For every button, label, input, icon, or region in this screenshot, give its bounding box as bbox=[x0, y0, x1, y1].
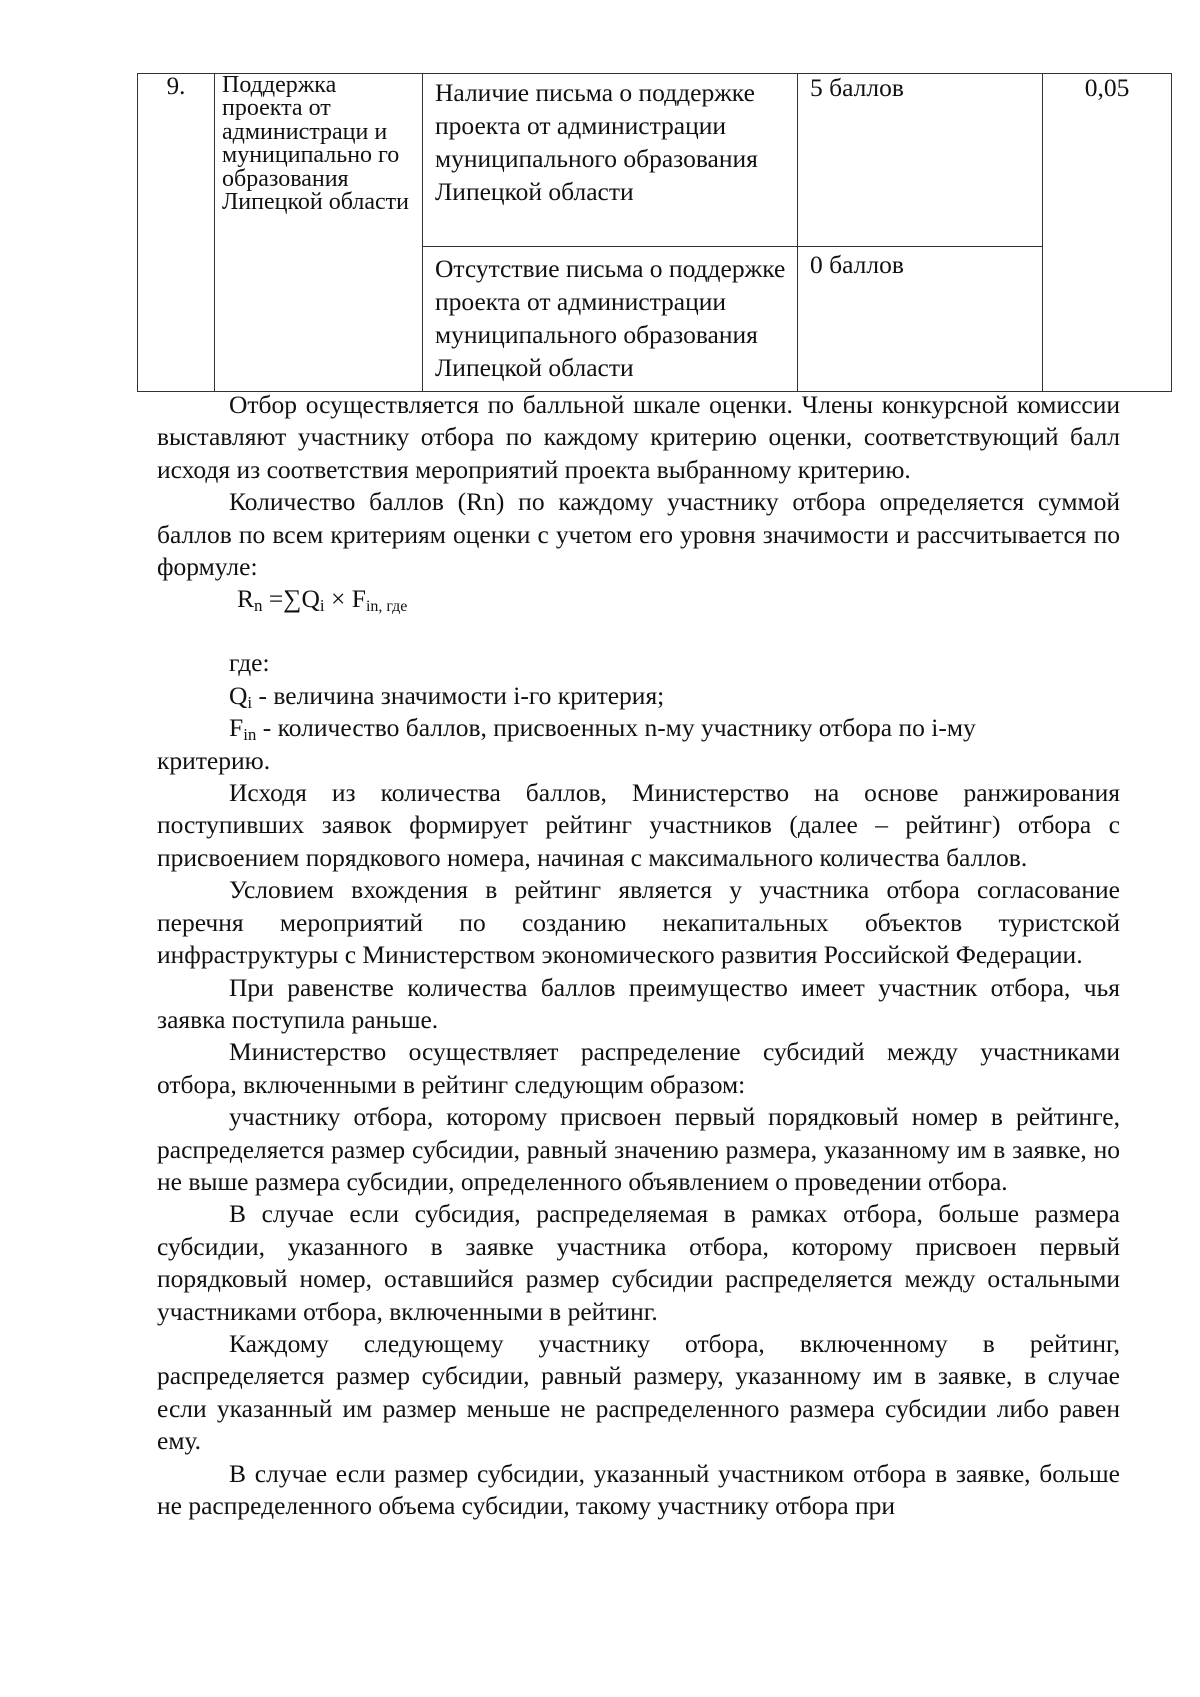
paragraph: Отбор осуществляется по балльной шкале оценки. Члены конкурсной комиссии выставляют участнику отбора по каждому критерию оценки, соответствующий балл исходя из соответствия мероприятий проекта выбранному критерию. bbox=[157, 390, 1120, 484]
weight-cell bbox=[1043, 74, 1172, 392]
formula-times: × F bbox=[324, 584, 366, 614]
option-score: 0 баллов bbox=[810, 250, 904, 279]
row-number: 9. bbox=[166, 73, 186, 100]
option-description-cell bbox=[423, 247, 798, 392]
option-score-cell bbox=[798, 74, 1043, 247]
option-description-cell bbox=[423, 74, 798, 247]
symbol-f-sub: in bbox=[243, 725, 257, 745]
table-row bbox=[138, 74, 1172, 247]
paragraph: Количество баллов (Rn) по каждому участнику отбора определяется суммой баллов по всем критериям оценки с учетом его уровня значимости и рассчитывается по формуле: bbox=[157, 487, 1120, 582]
formula-r: R bbox=[237, 584, 255, 614]
formula-r-sub: n bbox=[254, 596, 263, 616]
option-score: 5 баллов bbox=[810, 73, 904, 102]
definition-q bbox=[157, 680, 1120, 712]
criterion-weight: 0,05 bbox=[1084, 73, 1130, 102]
symbol-q: Q bbox=[229, 680, 248, 710]
definition-f bbox=[157, 712, 1120, 744]
definition-f-text: - количество баллов, присвоенных n-му участнику отбора по i-му bbox=[256, 713, 976, 743]
row-number-cell bbox=[138, 74, 215, 392]
document-body bbox=[157, 389, 1120, 1522]
criteria-table bbox=[137, 73, 1172, 392]
option-description: Отсутствие письма о поддержке проекта от администрации муниципального образования Липецкой области bbox=[435, 254, 786, 382]
paragraph: Условием вхождения в рейтинг является у участника отбора согласование перечня мероприятий по созданию некапитальных объектов туристской инфраструктуры с Министерством экономического развития Российской Федерации. bbox=[157, 875, 1120, 970]
formula-f-sub: in, где bbox=[365, 598, 408, 616]
paragraph: участнику отбора, которому присвоен первый порядковый номер в рейтинге, распределяется размер субсидии, равный значению размера, указанному им в заявке, но не выше размера субсидии, определенного объявлением о проведении отбора. bbox=[157, 1102, 1120, 1196]
symbol-q-sub: i bbox=[247, 692, 253, 712]
spacer bbox=[157, 615, 1120, 647]
paragraph: Каждому следующему участнику отбора, включенному в рейтинг, распределяется размер субсидии, равный размеру, указанному им в заявке, в случае если указанный им размер меньше не распределенного размера субсидии либо равен ему. bbox=[157, 1328, 1120, 1456]
formula-q-sub: i bbox=[319, 596, 325, 616]
formula-sum: =∑Q bbox=[262, 584, 320, 614]
paragraph: Исходя из количества баллов, Министерство на основе ранжирования поступивших заявок формирует рейтинг участников (далее – рейтинг) отбора с присвоением порядкового номера, начиная с максимального количества баллов. bbox=[157, 778, 1120, 872]
paragraph: При равенстве количества баллов преимущество имеет участник отбора, чья заявка поступила раньше. bbox=[157, 972, 1120, 1034]
paragraph: В случае если размер субсидии, указанный участником отбора в заявке, больше не распределенного объема субсидии, такому участнику отбора при bbox=[157, 1458, 1120, 1520]
symbol-f: F bbox=[229, 713, 244, 743]
option-description: Наличие письма о поддержке проекта от администрации муниципального образования Липецкой области bbox=[435, 78, 758, 206]
paragraph: В случае если субсидия, распределяемая в рамках отбора, больше размера субсидии, указанного в заявке участника отбора, которому присвоен первый порядковый номер, оставшийся размер субсидии распределяется между остальными участниками отбора, включенными в рейтинг. bbox=[157, 1199, 1120, 1326]
criterion-name: Поддержка проекта от администраци и муниципально го образования Липецкой области bbox=[222, 73, 409, 216]
option-score-cell bbox=[798, 247, 1043, 392]
definition-f-continuation: критерию. bbox=[157, 745, 271, 775]
where-label: где: bbox=[229, 648, 270, 678]
formula bbox=[157, 583, 1120, 615]
criterion-name-cell bbox=[215, 74, 423, 392]
paragraph: Министерство осуществляет распределение субсидий между участниками отбора, включенными в рейтинг следующим образом: bbox=[157, 1037, 1120, 1099]
definition-q-text: - величина значимости i-го критерия; bbox=[252, 680, 665, 710]
